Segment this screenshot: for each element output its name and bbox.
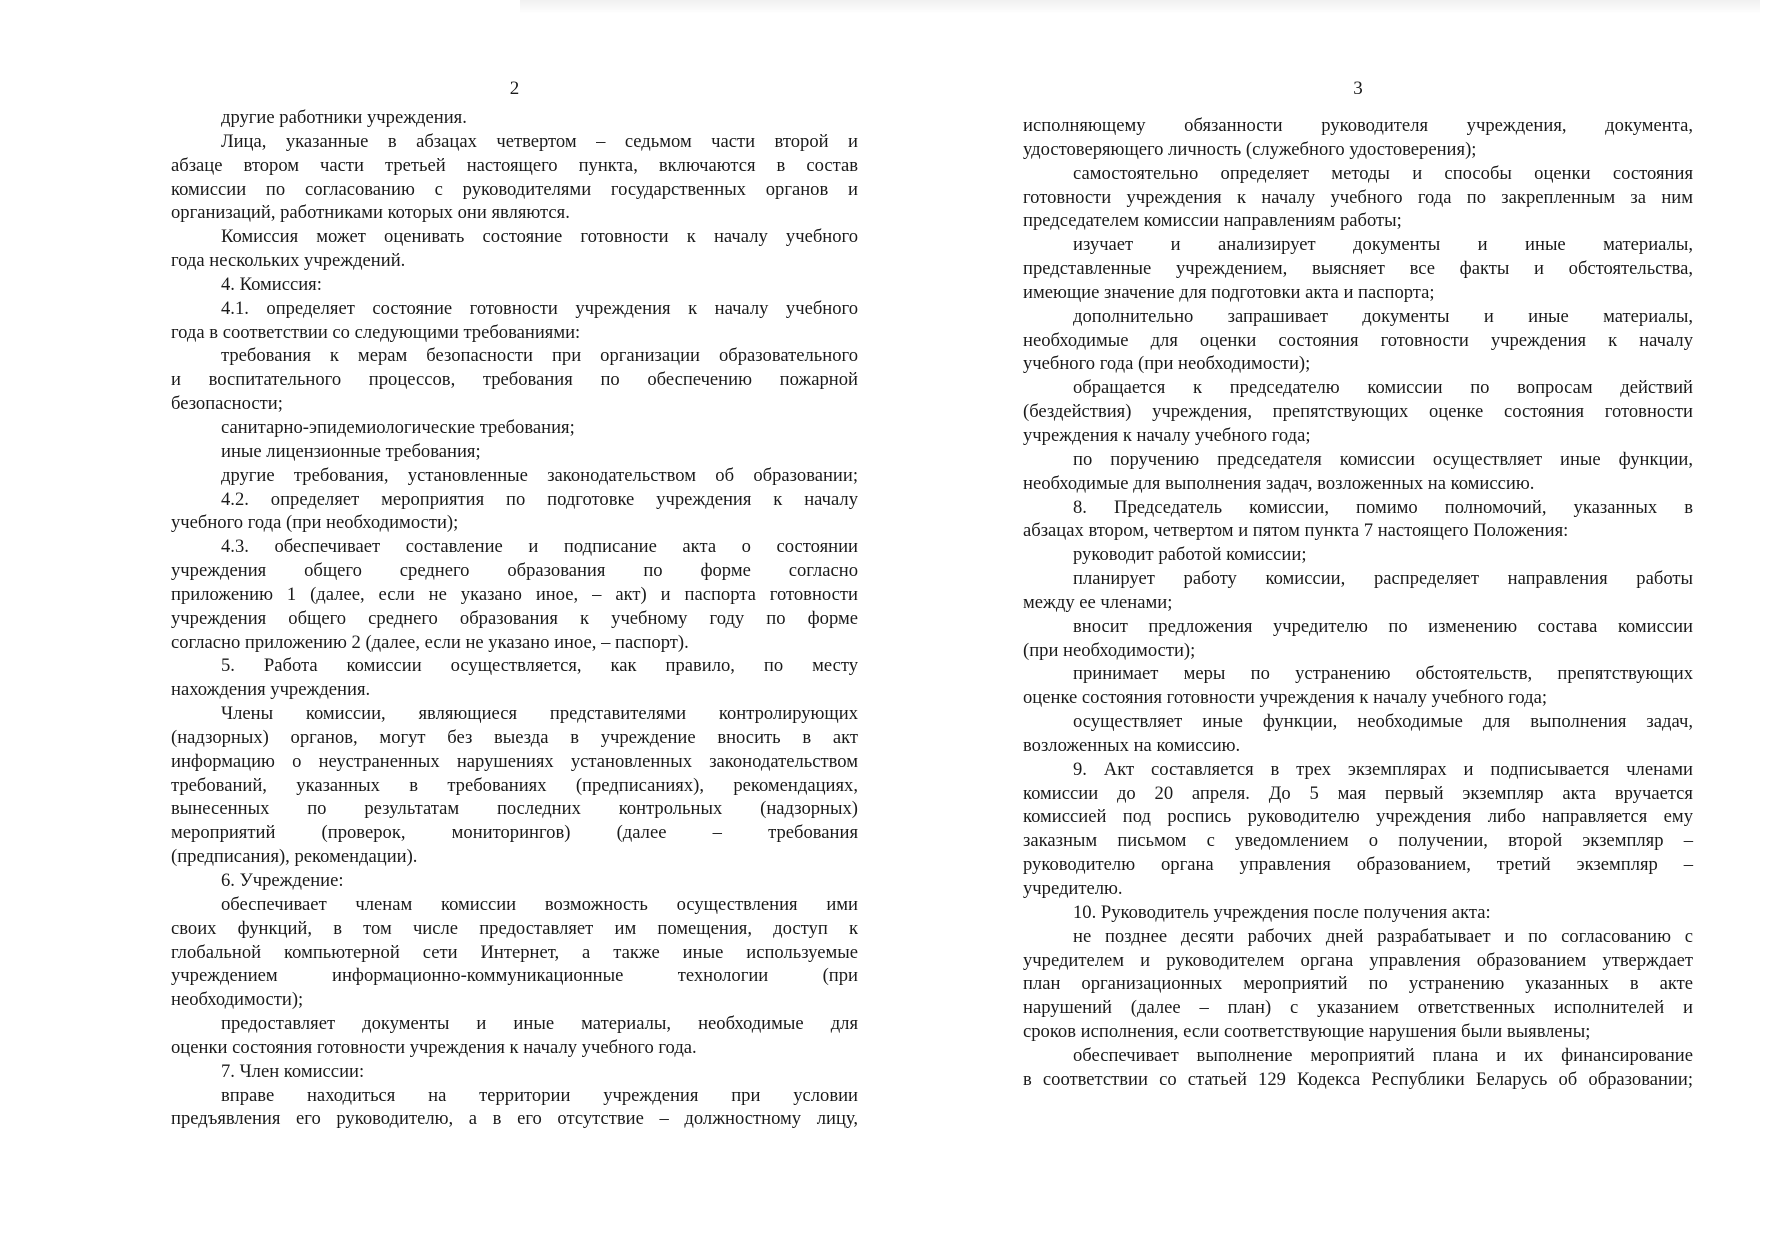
text-line: информацию о неустраненных нарушениях установленных законодательством	[171, 750, 858, 772]
text-line: (бездействия) учреждения, препятствующих оценке состояния готовности	[1023, 401, 1693, 423]
text-line: предъявления его руководителю, а в его отсутствие – должностному лицу,	[171, 1108, 858, 1130]
text-line: своих функций, в том числе предоставляет им помещения, доступ к	[171, 917, 858, 939]
text-line: года в соответствии со следующими требованиями:	[171, 321, 581, 343]
text-line: оценки состояния готовности учреждения к началу учебного года.	[171, 1036, 697, 1058]
text-line: организаций, работниками которых они являются.	[171, 202, 570, 224]
text-line: изучает и анализирует документы и иные материалы,	[1073, 234, 1693, 256]
text-line: вносит предложения учредителю по изменению состава комиссии	[1073, 615, 1693, 637]
text-line: Лица, указанные в абзацах четвертом – седьмом части второй и	[221, 130, 858, 152]
text-line: учебного года (при необходимости);	[1023, 353, 1311, 375]
text-line: 4. Комиссия:	[221, 273, 322, 295]
text-line: нахождения учреждения.	[171, 679, 371, 701]
text-line: года нескольких учреждений.	[171, 250, 406, 272]
text-line: осуществляет иные функции, необходимые для выполнения задач,	[1073, 711, 1693, 733]
text-line: приложению 1 (далее, если не указано иное, – акт) и паспорта готовности	[171, 583, 858, 605]
text-line: комиссии до 20 апреля. До 5 мая первый экземпляр акта вручается	[1023, 782, 1693, 804]
text-line: руководит работой комиссии;	[1073, 544, 1307, 566]
text-line: необходимые для оценки состояния готовности учреждения к началу	[1023, 329, 1693, 351]
text-line: требования к мерам безопасности при организации образовательного	[221, 345, 858, 367]
page-body	[1023, 114, 1693, 1092]
text-line: не позднее десяти рабочих дней разрабатывает и по согласованию с	[1073, 925, 1693, 947]
text-line: самостоятельно определяет методы и способы оценки состояния	[1073, 162, 1693, 184]
text-line: 6. Учреждение:	[221, 870, 344, 891]
page-number: 3	[1353, 78, 1363, 99]
text-line: нарушений (далее – план) с указанием ответственных исполнителей и	[1023, 997, 1693, 1019]
page-body	[171, 106, 858, 1131]
text-line: мероприятий (проверок, мониторингов) (далее – требования	[171, 822, 858, 844]
text-line: председателем комиссии направлениям работы;	[1023, 210, 1402, 232]
text-line: по поручению председателя комиссии осуществляет иные функции,	[1073, 448, 1693, 470]
text-line: исполняющему обязанности руководителя учреждения, документа,	[1023, 115, 1693, 136]
text-line: 7. Член комиссии:	[221, 1060, 365, 1082]
text-line: принимает меры по устранению обстоятельств, препятствующих	[1073, 663, 1693, 685]
text-line: другие работники учреждения.	[221, 107, 467, 128]
text-line: предоставляет документы и иные материалы, необходимые для	[221, 1013, 858, 1035]
text-line: вправе находиться на территории учреждения при условии	[221, 1084, 858, 1106]
page-2	[171, 0, 858, 1234]
text-line: учреждения общего среднего образования по форме согласно	[171, 560, 858, 582]
text-line: представленные учреждением, выясняет все факты и обстоятельства,	[1023, 258, 1693, 280]
text-line: другие требования, установленные законодательством об образовании;	[221, 464, 858, 486]
page-3	[1023, 0, 1693, 1234]
text-line: учреждением информационно-коммуникационные технологии (при	[171, 965, 858, 987]
text-line: обеспечивает членам комиссии возможность осуществления ими	[221, 893, 858, 915]
text-line: 10. Руководитель учреждения после получения акта:	[1073, 901, 1491, 923]
text-line: Комиссия может оценивать состояние готовности к началу учебного	[221, 226, 858, 248]
text-line: 4.3. обеспечивает составление и подписание акта о состоянии	[221, 536, 858, 558]
text-line: 5. Работа комиссии осуществляется, как правило, по месту	[221, 655, 858, 677]
text-line: учредителем и руководителем органа управления образованием утверждает	[1023, 949, 1693, 971]
text-line: и воспитательного процессов, требования по обеспечению пожарной	[171, 369, 858, 391]
text-line: комиссией под роспись руководителю учреждения либо направляется ему	[1023, 806, 1693, 828]
text-line: между ее членами;	[1023, 591, 1173, 613]
text-line: (надзорных) органов, могут без выезда в учреждение вносить в акт	[171, 726, 858, 748]
text-line: иные лицензионные требования;	[221, 440, 481, 462]
text-line: комиссии по согласованию с руководителями государственных органов и	[171, 178, 858, 200]
text-line: обращается к председателю комиссии по вопросам действий	[1073, 377, 1693, 399]
text-line: необходимости);	[171, 989, 304, 1011]
text-line: согласно приложению 2 (далее, если не указано иное, – паспорт).	[171, 631, 689, 653]
text-line: глобальной компьютерной сети Интернет, а также иные используемые	[171, 941, 858, 963]
text-line: в соответствии со статьей 129 Кодекса Республики Беларусь об образовании;	[1023, 1068, 1693, 1090]
text-line: учреждения к началу учебного года;	[1023, 424, 1311, 446]
text-line: 4.2. определяет мероприятия по подготовке учреждения к началу	[221, 488, 858, 510]
text-line: (предписания), рекомендации).	[171, 846, 418, 868]
text-line: Члены комиссии, являющиеся представителями контролирующих	[221, 703, 858, 725]
text-line: безопасности;	[171, 393, 283, 415]
text-line: абзацах втором, четвертом и пятом пункта 7 настоящего Положения:	[1023, 520, 1569, 542]
text-line: санитарно-эпидемиологические требования;	[221, 416, 575, 438]
text-line: 8. Председатель комиссии, помимо полномочий, указанных в	[1073, 496, 1693, 518]
text-line: требований, указанных в требованиях (предписаниях), рекомендациях,	[171, 774, 858, 796]
text-line: учредителю.	[1023, 878, 1123, 899]
page-number: 2	[509, 78, 520, 99]
text-line: учреждения общего среднего образования к учебному году по форме	[171, 607, 858, 629]
text-line: дополнительно запрашивает документы и иные материалы,	[1073, 305, 1693, 327]
text-line: руководителю органа управления образованием, третий экземпляр –	[1023, 854, 1693, 876]
text-line: вынесенных по результатам последних контрольных (надзорных)	[171, 798, 858, 820]
text-line: 4.1. определяет состояние готовности учреждения к началу учебного	[221, 297, 858, 319]
text-line: готовности учреждения к началу учебного года по закрепленным за ним	[1023, 186, 1693, 208]
text-line: (при необходимости);	[1023, 639, 1196, 661]
text-line: учебного года (при необходимости);	[171, 512, 459, 534]
text-line: необходимые для выполнения задач, возложенных на комиссию.	[1023, 472, 1535, 494]
text-line: возложенных на комиссию.	[1023, 734, 1241, 756]
text-line: 9. Акт составляется в трех экземплярах и подписывается членами	[1073, 758, 1693, 780]
text-line: обеспечивает выполнение мероприятий плана и их финансирование	[1073, 1044, 1693, 1066]
text-line: имеющие значение для подготовки акта и паспорта;	[1023, 281, 1435, 303]
text-line: план организационных мероприятий по устранению указанных в акте	[1023, 973, 1693, 995]
text-line: планирует работу комиссии, распределяет направления работы	[1073, 568, 1693, 590]
text-line: сроков исполнения, если соответствующие нарушения были выявлены;	[1023, 1021, 1591, 1043]
text-line: абзаце втором части третьей настоящего пункта, включаются в состав	[171, 154, 858, 176]
text-line: оценке состояния готовности учреждения к началу учебного года;	[1023, 687, 1548, 709]
text-line: заказным письмом с уведомлением о получении, второй экземпляр –	[1023, 830, 1693, 852]
text-line: удостоверяющего личность (служебного удостоверения);	[1023, 138, 1477, 160]
